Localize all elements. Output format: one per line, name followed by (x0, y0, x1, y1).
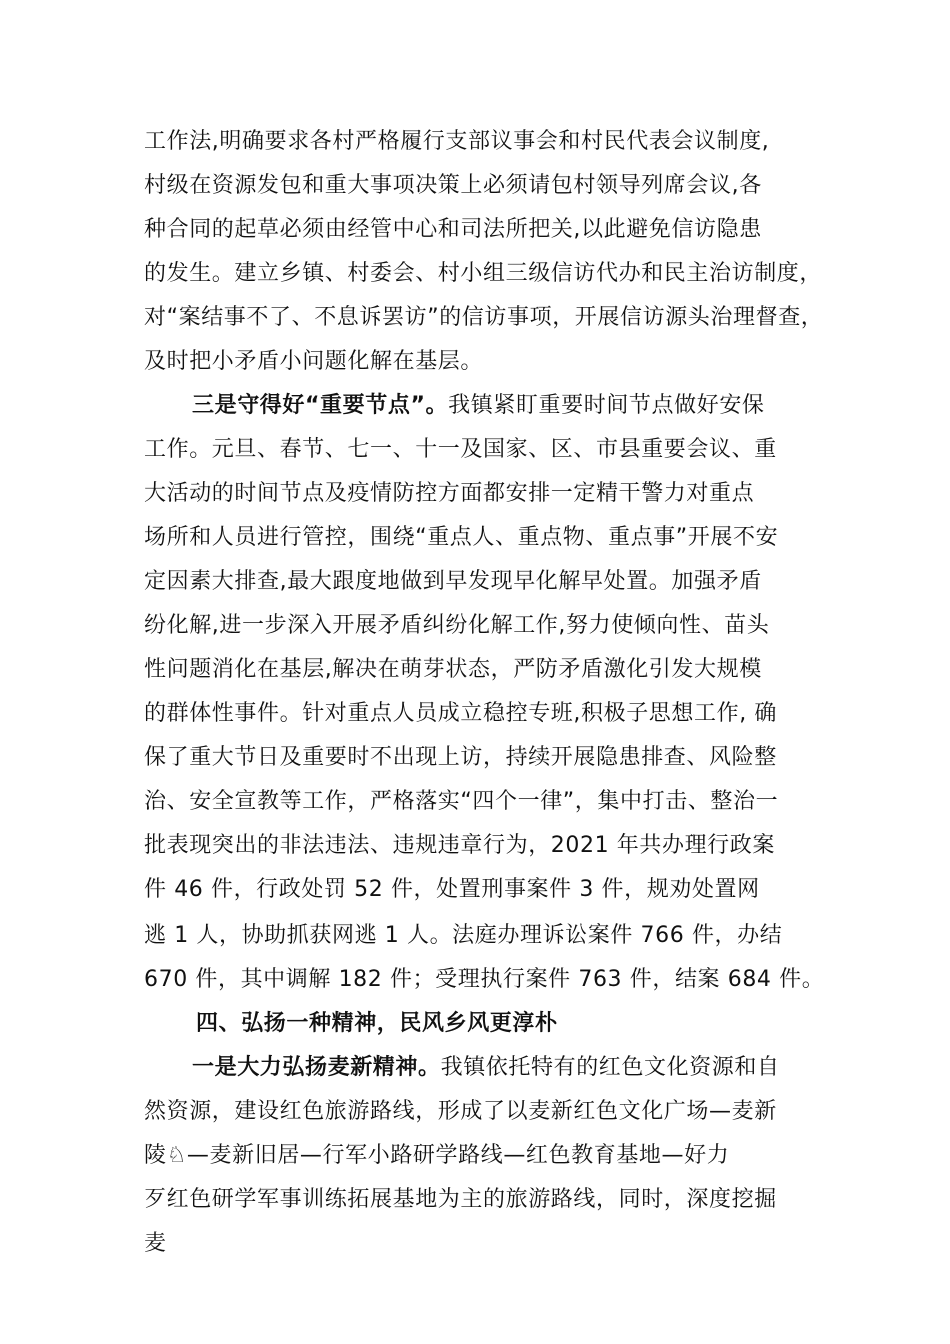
paragraph-lead-line (192, 1053, 780, 1083)
paragraph-lead-text: 我镇依托特有的红色文化资源和自 (440, 1055, 780, 1080)
text-line: 的发生。建立乡镇、村委会、村小组三级信访代办和民主治访制度， (144, 261, 823, 286)
text-line: 纷化解,进一步深入开展矛盾纠纷化解工作,努力使倾向性、苗头 (144, 613, 770, 638)
text-line: 工作。元旦、春节、七一、十一及国家、区、市县重要会议、重 (144, 437, 777, 462)
text-line: 然资源，建设红色旅游路线，形成了以麦新红色文化广场—麦新 (144, 1099, 777, 1124)
text-line: 定因素大排查,最大跟度地做到早发现早化解早处置。加强矛盾 (144, 569, 762, 594)
text-line: 场所和人员进行管控，围绕“重点人、重点物、重点事”开展不安 (144, 525, 779, 550)
text-line: 种合同的起草必须由经管中心和司法所把关,以此避免信访隐患 (144, 217, 762, 242)
text-line: 对“案结事不了、不息诉罢访”的信访事项，开展信访源头治理督查， (144, 305, 824, 330)
text-line: 治、安全宣教等工作，严格落实“四个一律”，集中打击、整治一 (144, 789, 779, 814)
text-line: 村级在资源发包和重大事项决策上必须请包村领导列席会议,各 (144, 173, 762, 198)
text-line: 逃 1 人，协助抓获网逃 1 人。法庭办理诉讼案件 766 件，办结 (144, 923, 783, 948)
text-line: 陵♘—麦新旧居—行军小路研学路线—红色教育基地—好力 (144, 1143, 730, 1168)
text-line: 麦 (144, 1231, 167, 1256)
text-line: 大活动的时间节点及疫情防控方面都安排一定精干警力对重点 (144, 481, 755, 506)
text-line: 670 件，其中调解 182 件；受理执行案件 763 件，结案 684 件。 (144, 967, 825, 992)
text-line: 的群体性事件。针对重点人员成立稳控专班,积极子思想工作, 确 (144, 701, 777, 726)
section-heading: 四、弘扬一种精神，民风乡风更淳朴 (196, 1011, 558, 1036)
paragraph-lead-text: 我镇紧盯重要时间节点做好安保 (448, 393, 765, 418)
paragraph-lead-line (192, 391, 765, 421)
text-line: 批表现突出的非法违法、违规违章行为，2021 年共办理行政案 (144, 833, 775, 858)
text-line: 工作法,明确要求各村严格履行支部议事会和村民代表会议制度, (144, 129, 770, 154)
text-line: 歹红色研学军事训练拓展基地为主的旅游路线，同时，深度挖掘 (144, 1187, 777, 1212)
paragraph-lead-bold: 三是守得好“重要节点”。 (192, 393, 449, 418)
text-line: 保了重大节日及重要时不出现上访，持续开展隐患排查、风险整 (144, 745, 777, 770)
text-line: 性问题消化在基层,解决在萌芽状态，严防矛盾激化引发大规模 (144, 657, 762, 682)
text-line: 件 46 件，行政处罚 52 件，处置刑事案件 3 件，规劝处置网 (144, 877, 760, 902)
text-line: 及时把小矛盾小问题化解在基层。 (144, 349, 484, 374)
paragraph-lead-bold: 一是大力弘扬麦新精神。 (192, 1055, 441, 1080)
